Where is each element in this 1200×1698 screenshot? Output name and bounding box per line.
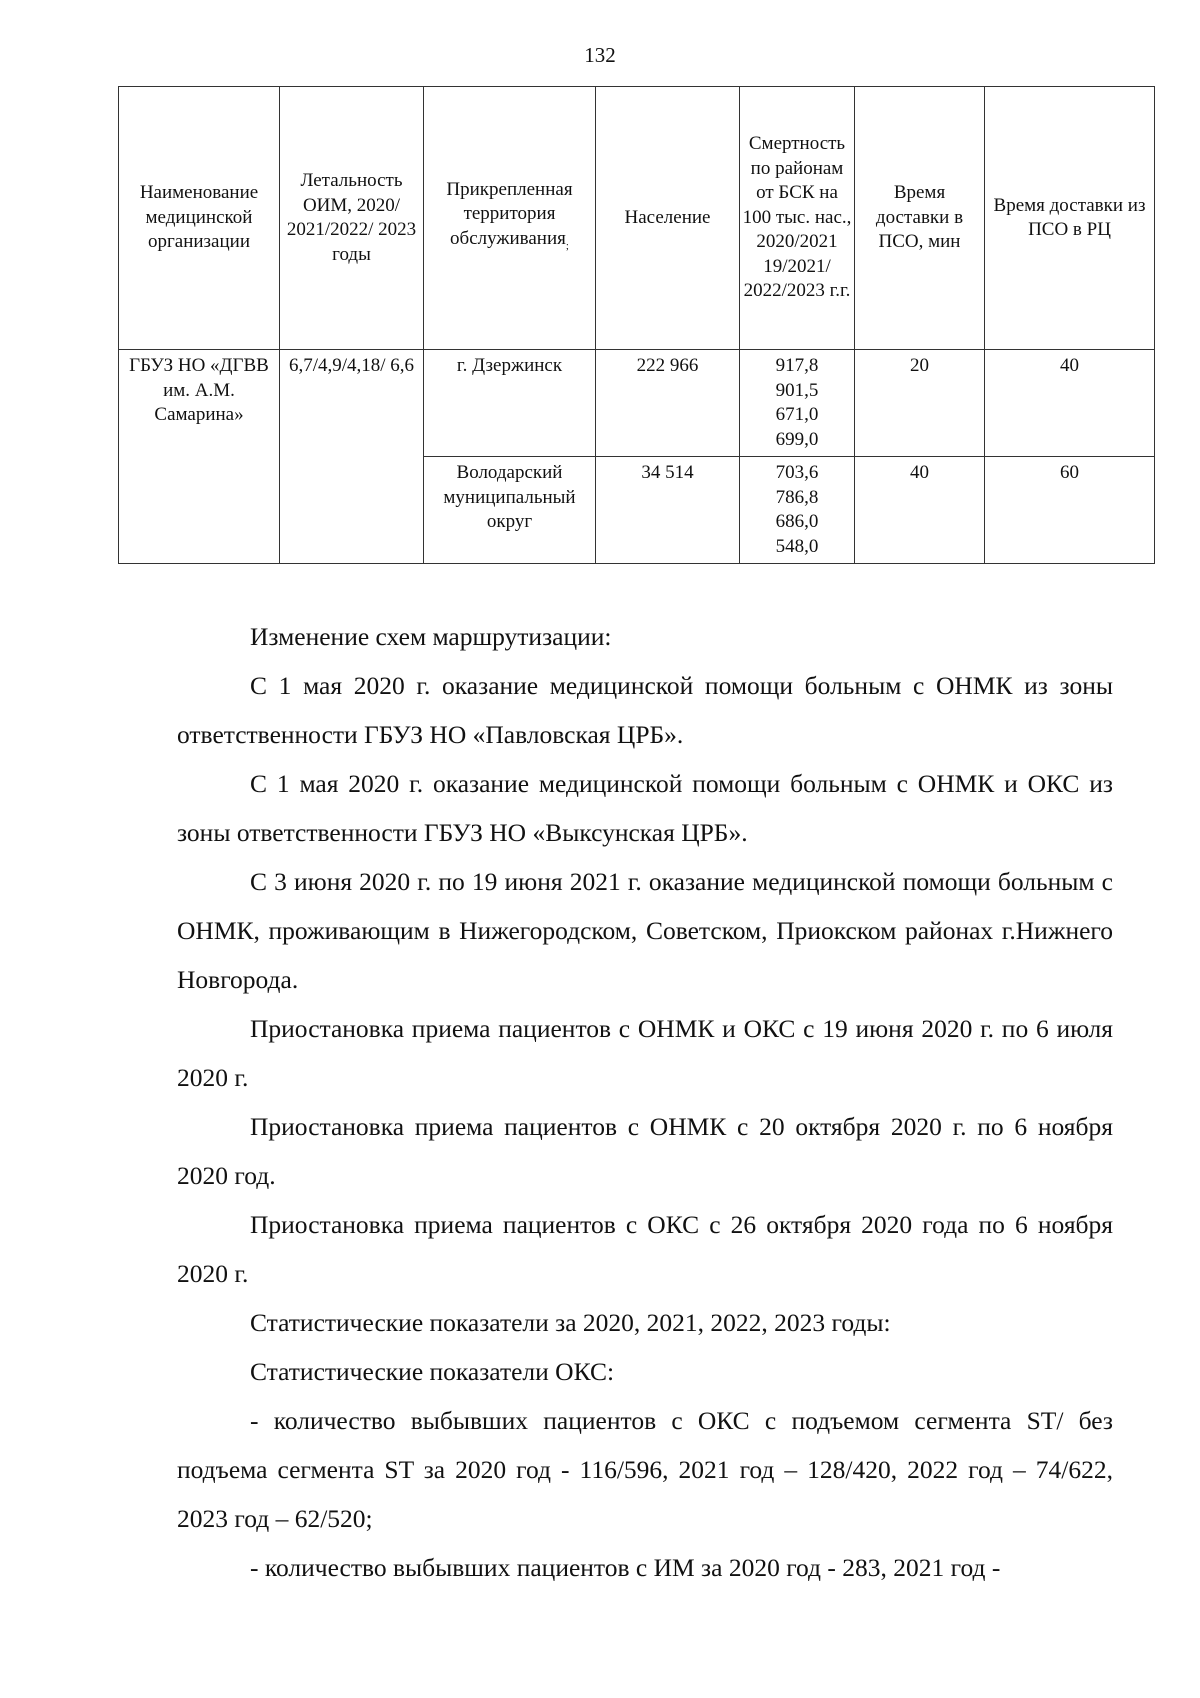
paragraph: - количество выбывших пациентов с ОКС с подъемом сегмента ST/ без подъема сегмента ST за 2020 год - 116/596, 2021 год – 128/420, 2022 год – 74/622, 2023 год – 62/520; (177, 1406, 1113, 1533)
header-population: Население (596, 87, 740, 350)
cell-org-name: ГБУЗ НО «ДГВВ им. А.М. Самарина» (119, 350, 280, 564)
mortality-value: 548,0 (775, 535, 819, 557)
mortality-value: 786,8 (775, 486, 819, 508)
cell-territory: Володарский муниципальный округ (424, 457, 596, 564)
table-header-row (119, 87, 1155, 350)
header-territory-text: Прикрепленная территория обслуживания (446, 178, 573, 249)
cell-delivery-rc: 60 (985, 457, 1155, 564)
cell-mortality (740, 350, 855, 457)
cell-territory: г. Дзержинск (424, 350, 596, 457)
mortality-value: 917,8 (775, 355, 819, 376)
mortality-value: 699,0 (775, 428, 819, 450)
paragraph: - количество выбывших пациентов с ИМ за 2020 год - 283, 2021 год - (250, 1553, 1001, 1582)
header-org-name: Наименование медицинской организации (119, 87, 280, 350)
data-table (118, 86, 1155, 564)
mortality-value: 703,6 (775, 462, 819, 483)
paragraph: С 1 мая 2020 г. оказание медицинской помощи больным с ОНМК и ОКС из зоны ответственности ГБУЗ НО «Выксунская ЦРБ». (177, 769, 1113, 847)
paragraph: Приостановка приема пациентов с ОНМК и ОКС с 19 июня 2020 г. по 6 июля 2020 г. (177, 1014, 1113, 1092)
paragraph: Статистические показатели за 2020, 2021, 2022, 2023 годы: (250, 1308, 891, 1337)
paragraph: Статистические показатели ОКС: (250, 1357, 615, 1386)
cell-delivery-rc: 40 (985, 350, 1155, 457)
header-delivery-pso: Время доставки в ПСО, мин (855, 87, 985, 350)
paragraph: С 1 мая 2020 г. оказание медицинской помощи больным с ОНМК из зоны ответственности ГБУЗ НО «Павловская ЦРБ». (177, 671, 1113, 749)
cell-delivery-pso: 20 (855, 350, 985, 457)
header-lethality: Летальность ОИМ, 2020/ 2021/2022/ 2023 годы (280, 87, 424, 350)
paragraph: С 3 июня 2020 г. по 19 июня 2021 г. оказание медицинской помощи больным с ОНМК, проживающим в Нижегородском, Советском, Приокском районах г.Нижнего Новгорода. (177, 867, 1113, 994)
cell-lethality: 6,7/4,9/4,18/ 6,6 (280, 350, 424, 564)
mortality-value: 686,0 (775, 511, 819, 532)
page-number: 132 (584, 43, 616, 67)
cell-delivery-pso: 40 (855, 457, 985, 564)
paragraph: Приостановка приема пациентов с ОКС с 26 октября 2020 года по 6 ноября 2020 г. (177, 1210, 1113, 1288)
cell-mortality (740, 457, 855, 564)
cell-population: 222 966 (596, 350, 740, 457)
header-territory (424, 87, 596, 350)
cell-population: 34 514 (596, 457, 740, 564)
header-delivery-rc: Время доставки из ПСО в РЦ (985, 87, 1155, 350)
mortality-value: 901,5 (775, 379, 819, 401)
paragraph: Изменение схем маршрутизации: (250, 622, 612, 651)
paragraph: Приостановка приема пациентов с ОНМК с 20 октября 2020 г. по 6 ноября 2020 год. (177, 1112, 1113, 1190)
header-mortality: Смертность по районам от БСК на 100 тыс. нас., 2020/2021 19/2021/ 2022/2023 г.г. (740, 87, 855, 350)
body-text (177, 612, 1113, 1592)
table-row (119, 350, 1155, 457)
mortality-value: 671,0 (775, 404, 819, 425)
header-territory-mark: ; (565, 239, 569, 252)
